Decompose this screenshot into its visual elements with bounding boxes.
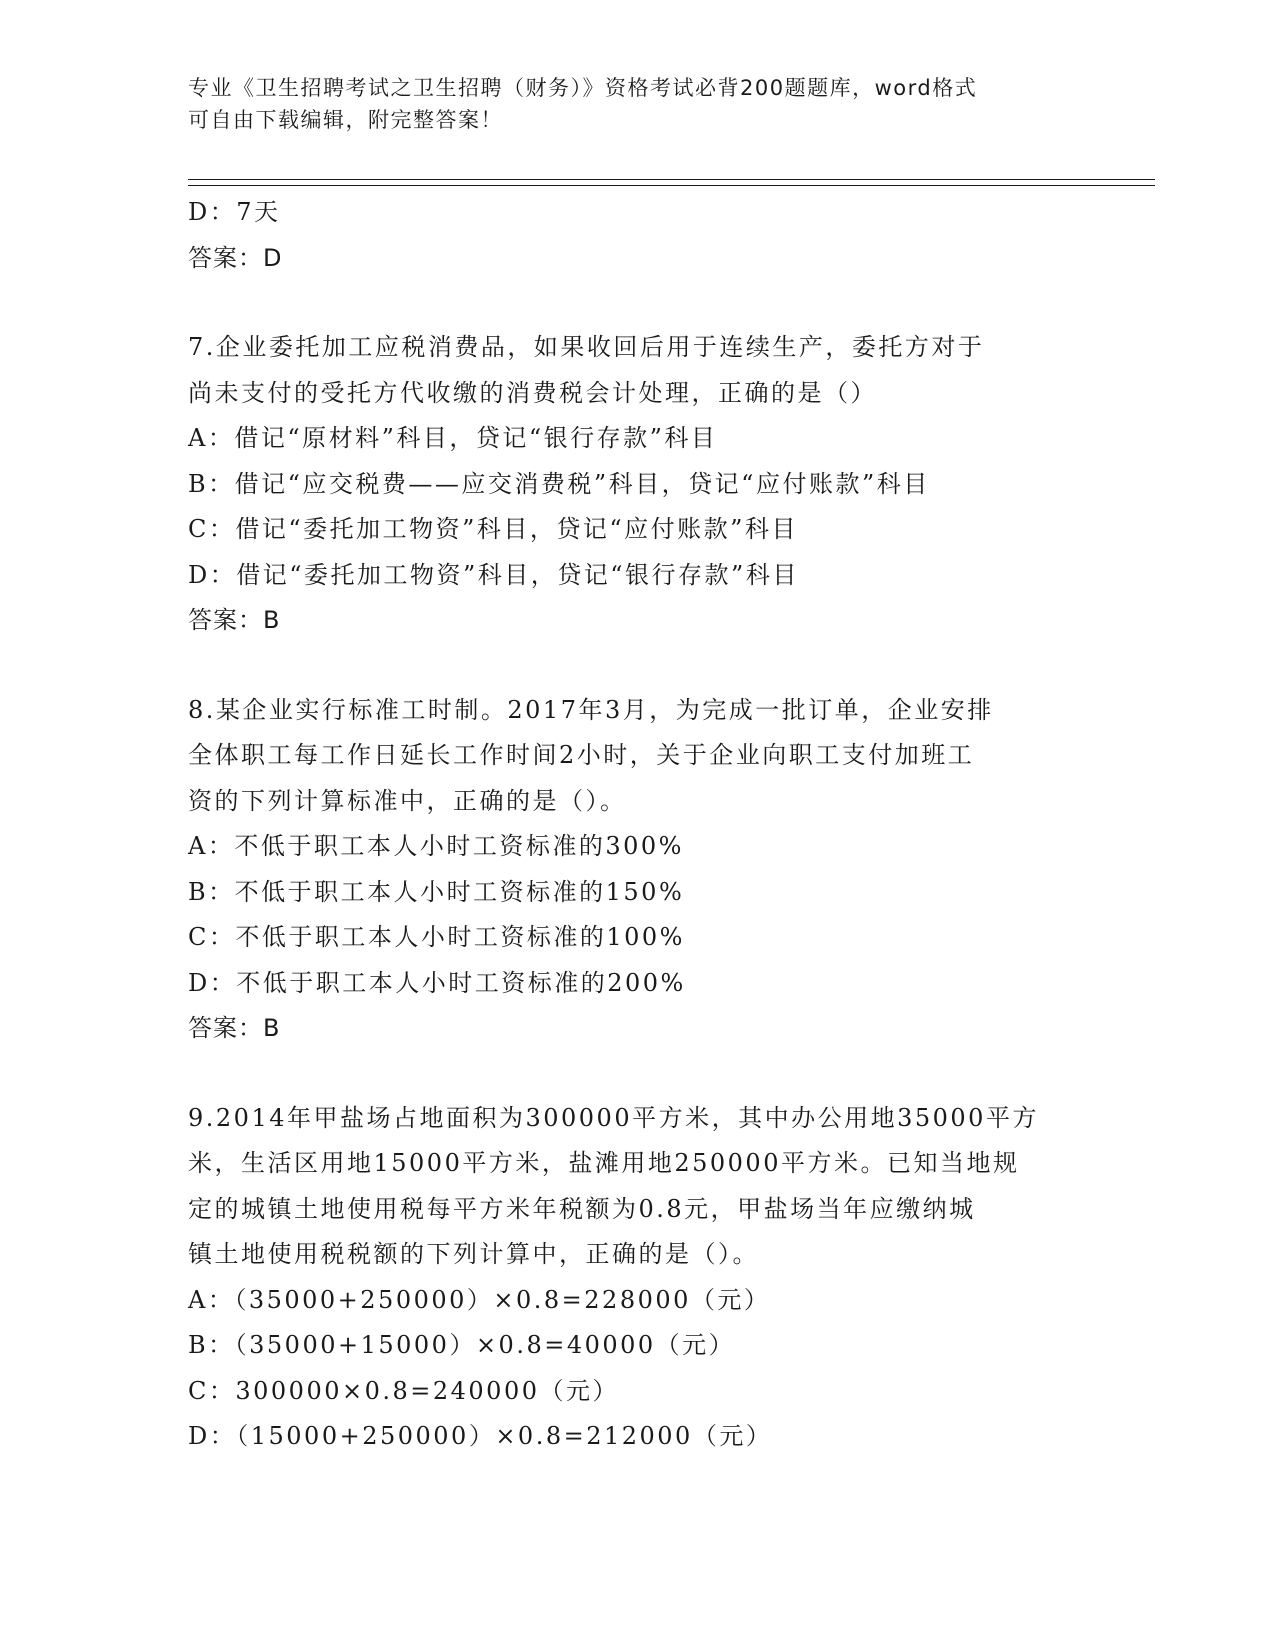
header-divider-top (188, 179, 1155, 180)
question-8-answer: 答案：B (188, 1014, 281, 1042)
header-divider-bottom (188, 185, 1155, 186)
question-7-option-d: D：借记“委托加工物资”科目，贷记“银行存款”科目 (188, 560, 799, 589)
question-9-stem-line-4: 镇土地使用税税额的下列计算中，正确的是（）。 (188, 1240, 759, 1268)
document-header (188, 72, 1068, 136)
question-7-option-c: C：借记“委托加工物资”科目，贷记“应付账款”科目 (188, 515, 798, 543)
question-6-option-d: D：7天 (188, 198, 281, 226)
spacer (188, 1052, 1088, 1096)
question-8-option-d: D：不低于职工本人小时工资标准的200% (188, 968, 686, 997)
question-7-stem-line-2: 尚未支付的受托方代收缴的消费税会计处理，正确的是（） (188, 378, 877, 407)
question-7-option-a: A：借记“原材料”科目，贷记“银行存款”科目 (188, 424, 718, 452)
question-8-option-b: B：不低于职工本人小时工资标准的150% (188, 877, 685, 906)
question-8-stem-line-1: 8.某企业实行标准工时制。2017年3月，为完成一批订单，企业安排 (188, 695, 994, 724)
question-9-option-b: B：（35000+15000）×0.8=40000（元） (188, 1331, 736, 1359)
header-title-line-2: 可自由下载编辑，附完整答案！ (188, 108, 503, 132)
question-9-option-a: A：（35000+250000）×0.8=228000（元） (188, 1285, 771, 1314)
question-8-option-c: C：不低于职工本人小时工资标准的100% (188, 923, 685, 951)
question-9 (188, 1096, 1088, 1460)
question-9-option-c: C：300000×0.8=240000（元） (188, 1376, 619, 1405)
question-9-option-d: D：（15000+250000）×0.8=212000（元） (188, 1422, 773, 1450)
question-list (188, 190, 1088, 1460)
question-7-stem-line-1: 7.企业委托加工应税消费品，如果收回后用于连续生产，委托方对于 (188, 333, 985, 361)
spacer (188, 644, 1088, 688)
question-7-option-b: B：借记“应交税费——应交消费税”科目，贷记“应付账款”科目 (188, 469, 930, 498)
question-6-answer: 答案：D (188, 243, 283, 272)
question-8 (188, 688, 1088, 1052)
question-7 (188, 325, 1088, 644)
question-8-stem-line-2: 全体职工每工作日延长工作时间2小时，关于企业向职工支付加班工 (188, 741, 975, 769)
question-9-stem-line-3: 定的城镇土地使用税每平方米年税额为0.8元，甲盐场当年应缴纳城 (188, 1194, 976, 1223)
question-8-option-a: A：不低于职工本人小时工资标准的300% (188, 832, 684, 860)
header-title-line-1: 专业《卫生招聘考试之卫生招聘（财务）》资格考试必背200题题库，word格式 (188, 76, 978, 100)
question-9-stem-line-2: 米，生活区用地15000平方米，盐滩用地250000平方米。已知当地规 (188, 1149, 1020, 1177)
question-7-answer: 答案：B (188, 606, 281, 634)
question-8-stem-line-3: 资的下列计算标准中，正确的是（）。 (188, 786, 627, 815)
spacer (188, 281, 1088, 325)
question-9-stem-line-1: 9.2014年甲盐场占地面积为300000平方米，其中办公用地35000平方 (188, 1103, 1039, 1132)
